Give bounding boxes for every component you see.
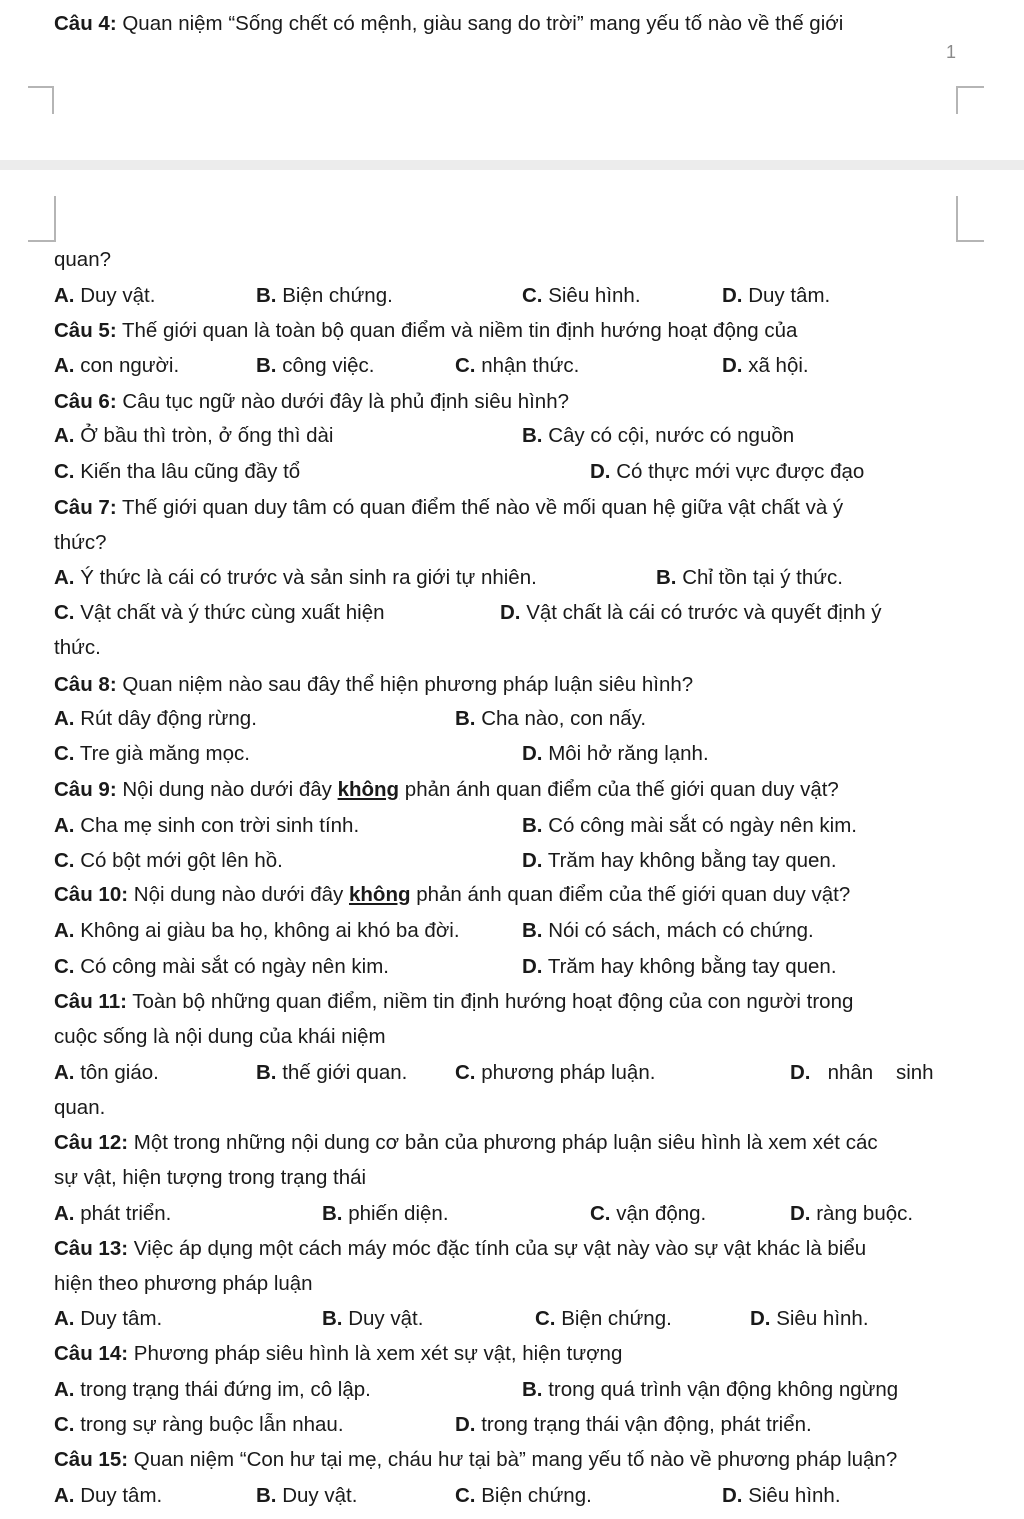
q8-option-b[interactable]: B. Cha nào, con nấy. xyxy=(455,707,647,730)
q4-option-c[interactable]: C. Siêu hình. xyxy=(522,284,641,307)
q8-option-a[interactable]: A. Rút dây động rừng. xyxy=(54,707,257,730)
q4-option-d[interactable]: D. Duy tâm. xyxy=(722,284,831,307)
q15-option-b[interactable]: B. Duy vật. xyxy=(256,1484,358,1507)
q13-option-b[interactable]: B. Duy vật. xyxy=(322,1307,424,1330)
question-13-stem-cont: hiện theo phương pháp luận xyxy=(54,1272,313,1295)
q11-option-c[interactable]: C. phương pháp luận. xyxy=(455,1061,656,1084)
q14-option-c[interactable]: C. trong sự ràng buộc lẫn nhau. xyxy=(54,1413,344,1436)
page-corner-mark xyxy=(956,86,984,114)
question-5-stem: Câu 5: Thế giới quan là toàn bộ quan điểm và niềm tin định hướng hoạt động của xyxy=(54,319,798,342)
q6-option-c[interactable]: C. Kiến tha lâu cũng đầy tổ xyxy=(54,460,301,483)
q13-option-c[interactable]: C. Biện chứng. xyxy=(535,1307,672,1330)
q9-option-c[interactable]: C. Có bột mới gột lên hồ. xyxy=(54,849,283,872)
question-7-stem-cont: thức? xyxy=(54,531,107,554)
q11-option-a[interactable]: A. tôn giáo. xyxy=(54,1061,159,1084)
q10-option-d[interactable]: D. Trăm hay không bằng tay quen. xyxy=(522,955,837,978)
page-corner-mark xyxy=(28,86,54,114)
page-corner-mark xyxy=(956,196,984,242)
page-separator xyxy=(0,160,1024,170)
q12-option-a[interactable]: A. phát triển. xyxy=(54,1202,172,1225)
q11-option-d-cont: quan. xyxy=(54,1096,106,1119)
q6-option-a[interactable]: A. Ở bầu thì tròn, ở ống thì dài xyxy=(54,424,334,447)
q10-option-c[interactable]: C. Có công mài sắt có ngày nên kim. xyxy=(54,955,389,978)
page-corner-mark xyxy=(28,196,56,242)
question-12-stem-cont: sự vật, hiện tượng trong trạng thái xyxy=(54,1166,367,1189)
q12-option-c[interactable]: C. vận động. xyxy=(590,1202,707,1225)
question-12-stem: Câu 12: Một trong những nội dung cơ bản của phương pháp luận siêu hình là xem xét các xyxy=(54,1131,878,1154)
question-4-stem: Câu 4: Quan niệm “Sống chết có mệnh, giàu sang do trời” mang yếu tố nào về thế giới xyxy=(54,12,844,35)
q15-option-c[interactable]: C. Biện chứng. xyxy=(455,1484,592,1507)
q13-option-a[interactable]: A. Duy tâm. xyxy=(54,1307,163,1330)
q9-option-d[interactable]: D. Trăm hay không bằng tay quen. xyxy=(522,849,837,872)
q12-option-d[interactable]: D. ràng buộc. xyxy=(790,1202,914,1225)
question-11-stem-cont: cuộc sống là nội dung của khái niệm xyxy=(54,1025,386,1048)
question-10-stem: Câu 10: Nội dung nào dưới đây không phản ánh quan điểm của thế giới quan duy vật? xyxy=(54,883,851,906)
q13-option-d[interactable]: D. Siêu hình. xyxy=(750,1307,869,1330)
q4-option-b[interactable]: B. Biện chứng. xyxy=(256,284,393,307)
q8-option-d[interactable]: D. Môi hở răng lạnh. xyxy=(522,742,709,765)
question-14-stem: Câu 14: Phương pháp siêu hình là xem xét sự vật, hiện tượng xyxy=(54,1342,623,1365)
question-8-stem: Câu 8: Quan niệm nào sau đây thể hiện phương pháp luận siêu hình? xyxy=(54,673,694,696)
q6-option-d[interactable]: D. Có thực mới vực được đạo xyxy=(590,460,865,483)
q7-option-c[interactable]: C. Vật chất và ý thức cùng xuất hiện xyxy=(54,601,385,624)
question-7-stem: Câu 7: Thế giới quan duy tâm có quan điểm thế nào về mối quan hệ giữa vật chất và ý xyxy=(54,496,844,519)
q12-option-b[interactable]: B. phiến diện. xyxy=(322,1202,449,1225)
q14-option-a[interactable]: A. trong trạng thái đứng im, cô lập. xyxy=(54,1378,371,1401)
q14-option-b[interactable]: B. trong quá trình vận động không ngừng xyxy=(522,1378,899,1401)
question-11-stem: Câu 11: Toàn bộ những quan điểm, niềm tin định hướng hoạt động của con người trong xyxy=(54,990,854,1013)
question-15-stem: Câu 15: Quan niệm “Con hư tại mẹ, cháu hư tại bà” mang yếu tố nào về phương pháp luận? xyxy=(54,1448,898,1471)
q5-option-a[interactable]: A. con người. xyxy=(54,354,180,377)
q14-option-d[interactable]: D. trong trạng thái vận động, phát triển. xyxy=(455,1413,812,1436)
q8-option-c[interactable]: C. Tre già măng mọc. xyxy=(54,742,250,765)
q6-option-b[interactable]: B. Cây có cội, nước có nguồn xyxy=(522,424,795,447)
page-number: 1 xyxy=(945,42,956,62)
question-6-stem: Câu 6: Câu tục ngữ nào dưới đây là phủ định siêu hình? xyxy=(54,390,569,413)
q5-option-c[interactable]: C. nhận thức. xyxy=(455,354,580,377)
q5-option-b[interactable]: B. công việc. xyxy=(256,354,375,377)
q11-option-b[interactable]: B. thế giới quan. xyxy=(256,1061,408,1084)
q9-option-a[interactable]: A. Cha mẹ sinh con trời sinh tính. xyxy=(54,814,360,837)
q10-option-b[interactable]: B. Nói có sách, mách có chứng. xyxy=(522,919,814,942)
q7-option-d[interactable]: D. Vật chất là cái có trước và quyết định ý xyxy=(500,601,882,624)
q15-option-d[interactable]: D. Siêu hình. xyxy=(722,1484,841,1507)
question-13-stem: Câu 13: Việc áp dụng một cách máy móc đặc tính của sự vật này vào sự vật khác là biểu xyxy=(54,1237,867,1260)
q7-option-b[interactable]: B. Chỉ tồn tại ý thức. xyxy=(656,566,843,589)
q7-option-a[interactable]: A. Ý thức là cái có trước và sản sinh ra giới tự nhiên. xyxy=(54,566,537,589)
q5-option-d[interactable]: D. xã hội. xyxy=(722,354,809,377)
q9-option-b[interactable]: B. Có công mài sắt có ngày nên kim. xyxy=(522,814,857,837)
q4-option-a[interactable]: A. Duy vật. xyxy=(54,284,156,307)
q15-option-a[interactable]: A. Duy tâm. xyxy=(54,1484,163,1507)
q10-option-a[interactable]: A. Không ai giàu ba họ, không ai khó ba đời. xyxy=(54,919,460,942)
question-4-stem-cont: quan? xyxy=(54,248,112,271)
q7-option-d-cont: thức. xyxy=(54,636,101,659)
q11-option-d[interactable]: D. nhân sinh xyxy=(790,1061,934,1084)
question-9-stem: Câu 9: Nội dung nào dưới đây không phản ánh quan điểm của thế giới quan duy vật? xyxy=(54,778,839,801)
